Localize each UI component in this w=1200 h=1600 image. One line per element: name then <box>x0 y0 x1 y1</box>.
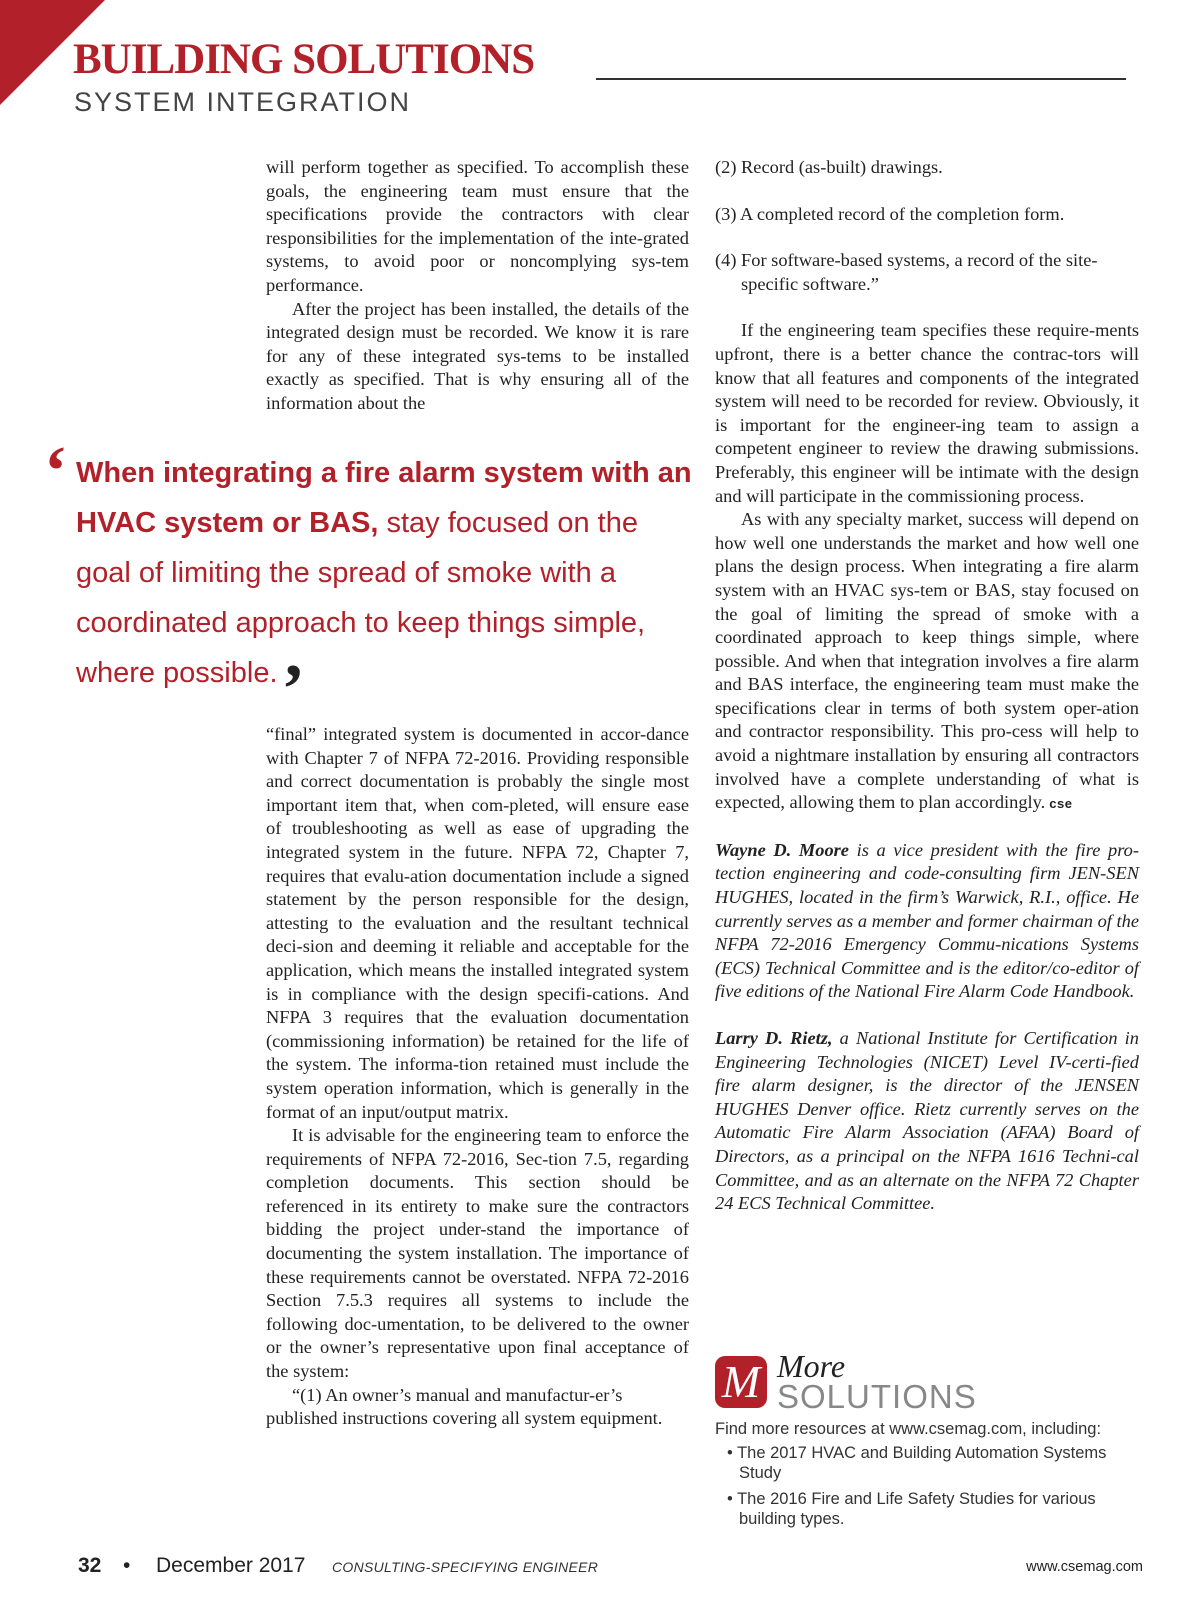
more-word: More <box>777 1348 846 1384</box>
page-number: 32 <box>78 1554 102 1577</box>
paragraph: “(1) An owner’s manual and manufactur-er’s published instructions covering all system equipment. <box>266 1384 663 1429</box>
issue-date: December 2017 <box>156 1554 306 1577</box>
paragraph-text: As with any specialty market, success will depend on how well one understands the market and how well one plans the design process. When integrating a fire alarm system with an HVAC sys-tem or BAS, stay focused on the goal of limiting the spread of smoke with a coordinated approach to keep things simple, where possible. And when that integration involves a fire alarm and BAS interface, the engineering team must make the specifications clear in terms of both system oper-ation and contractor responsibility. This pro-cess will help to avoid a nightmare installation by ensuring all contractors involved have a complete understanding of what is expected, allowing them to plan accordingly. <box>715 509 1139 813</box>
paragraph: If the engineering team specifies these require-ments upfront, there is a better chance the contrac-tors will know that all features and components of the integrated system will need to be recorded for review. Obviously, it is important for the engineer-ing team to assign a competent engineer to review the drawing submissions. Preferably, this engineer will be intimate with the design and will participate in the commissioning process. <box>715 320 1139 506</box>
cse-end-mark: cse <box>1049 796 1073 812</box>
more-solutions-box <box>715 1350 1145 1535</box>
header-rule <box>596 78 1126 80</box>
author-bio <box>715 839 1139 1004</box>
author-name: Larry D. Rietz, <box>715 1028 833 1048</box>
left-column-bottom <box>266 723 689 1431</box>
open-quote-mark: ‘ <box>44 433 68 510</box>
list-item: (2) Record (as-built) drawings. <box>715 157 943 177</box>
list-item: • The 2017 HVAC and Building Automation Systems Study <box>727 1444 1107 1482</box>
author-name: Wayne D. Moore <box>715 839 849 860</box>
author-bio <box>715 1027 1139 1216</box>
list-item: (3) A completed record of the completion form. <box>715 203 1065 224</box>
footer-bullet: • <box>123 1554 131 1577</box>
magazine-name: CONSULTING-SPECIFYING ENGINEER <box>332 1559 599 1575</box>
paragraph: will perform together as specified. To accomplish these goals, the engineering team must ensure that the specifications provide the contractors with clear responsibilities for the implementation of the inte-grated systems, to avoid poor or noncomplying sys-tem performance. <box>266 157 689 295</box>
right-column <box>715 156 1139 1216</box>
pull-quote <box>76 448 696 728</box>
list-item: • The 2016 Fire and Life Safety Studies for various building types. <box>727 1490 1096 1528</box>
paragraph: After the project has been installed, the details of the integrated design must be recorded. We know it is rare for any of these integrated sys-tems to be installed exactly as specified. That is why ensuring all of the information about the <box>266 298 689 413</box>
m-badge-icon: M <box>715 1356 767 1408</box>
more-solutions-logo <box>715 1348 1145 1415</box>
author-bio-text: is a vice president with the fire pro-tection engineering and code-consulting firm JEN-SEN HUGHES, located in the firm’s Warwick, R.I., office. He currently serves as a member and former chairman of the NFPA 72-2016 Emergency Commu-nications Systems (ECS) Technical Committee and is the editor/co-editor of five editions of the National Fire Alarm Code Handbook. <box>715 839 1139 1002</box>
more-solutions-intro: Find more resources at www.csemag.com, including: <box>715 1420 1102 1438</box>
section-subtitle: SYSTEM INTEGRATION <box>74 87 412 117</box>
pull-quote-bold: When integrating a fire alarm system with an HVAC system or BAS, <box>76 457 692 539</box>
close-quote-mark: ’ <box>281 651 305 728</box>
solutions-word: SOLUTIONS <box>777 1378 977 1415</box>
page-footer <box>78 1554 1143 1584</box>
paragraph: It is advisable for the engineering team to enforce the requirements of NFPA 72-2016, Sec-tion 7.5, regarding completion documents. This section should be referenced in its entirety to make sure the contractors bidding the project under-stand the importance of documenting the system installation. The importance of these requirements cannot be overstated. NFPA 72-2016 Section 7.5.3 requires all systems to include the following doc-umentation, to be delivered to the owner or the owner’s representative upon final acceptance of the system: <box>266 1125 689 1382</box>
left-column-top <box>266 156 689 416</box>
author-bio-text: a National Institute for Certification in Engineering Technologies (NICET) Level IV-certi-fied fire alarm designer, is the director of the JENSEN HUGHES Denver office. Rietz currently serves on the Automatic Fire Alarm Association (AFAA) Board of Directors, as a principal on the NFPA 1616 Techni-cal Committee, and as an alternate on the NFPA 72 Chapter 24 ECS Technical Committee. <box>715 1028 1139 1214</box>
paragraph: “final” integrated system is documented in accor-dance with Chapter 7 of NFPA 72-2016. Providing responsible and correct documentation is probably the single most important item that, when com-pleted, will ensure ease of troubleshooting as well as ease of upgrading the integrated system in the future. NFPA 72, Chapter 7, requires that evalu-ation documentation include a signed statement by the person responsible for the design, attesting to the evaluation and the resultant technical deci-sion and deeming it reliable and acceptable for the application, which means the installed integrated system is in compliance with the design specifi-cations. And NFPA 3 requires that the evaluation documentation (commissioning information) be retained for the life of the system. The informa-tion retained must include the system operation information, which is generally in the format of an input/output matrix. <box>266 724 689 1122</box>
list-item: (4) For software-based systems, a record of the site-specific software.” <box>715 250 1098 294</box>
paragraph <box>715 508 1139 816</box>
pull-quote-text: stay focused on the goal of limiting the spread of smoke with a coordinated approach to keep things simple, where possible. <box>76 507 646 689</box>
section-title: BUILDING SOLUTIONS <box>73 36 535 83</box>
more-solutions-list <box>715 1443 1145 1529</box>
website-link[interactable]: www.csemag.com <box>1026 1559 1143 1575</box>
